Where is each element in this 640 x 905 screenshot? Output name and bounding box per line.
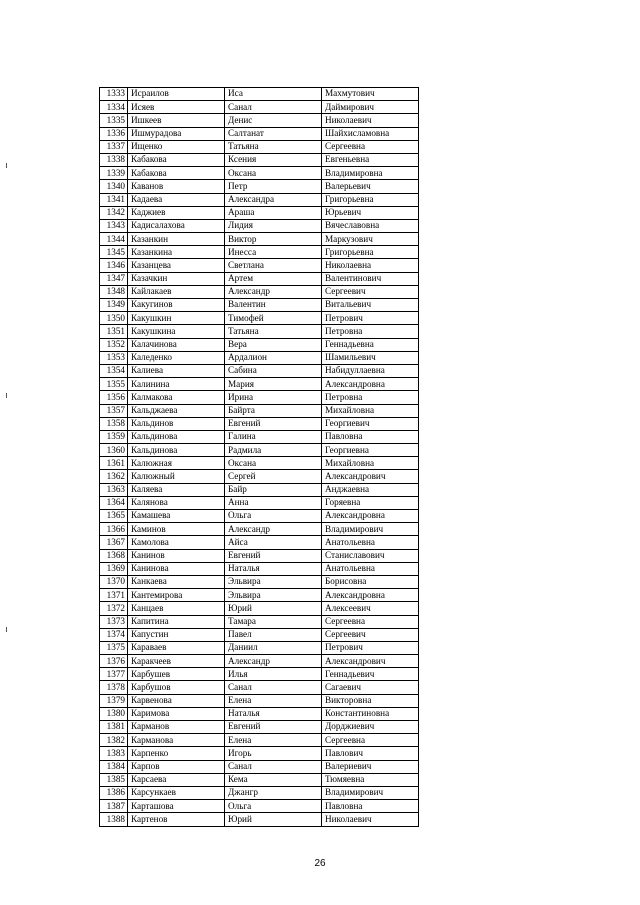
patronymic-cell: Петрович: [322, 641, 419, 654]
row-number-cell: 1361: [100, 457, 128, 470]
last-name-cell: Калюжная: [128, 457, 225, 470]
first-name-cell: Татьяна: [225, 325, 322, 338]
row-number-cell: 1363: [100, 483, 128, 496]
table-row: [100, 233, 419, 246]
patronymic-cell: Алексеевич: [322, 602, 419, 615]
first-name-cell: Лидия: [225, 219, 322, 232]
row-number-cell: 1336: [100, 127, 128, 140]
row-number-cell: 1365: [100, 510, 128, 523]
row-number-cell: 1376: [100, 655, 128, 668]
first-name-cell: Наталья: [225, 562, 322, 575]
row-number-cell: 1355: [100, 378, 128, 391]
table-row: [100, 510, 419, 523]
patronymic-cell: Борисовна: [322, 575, 419, 588]
row-number-cell: 1345: [100, 246, 128, 259]
row-number-cell: 1368: [100, 549, 128, 562]
row-number-cell: 1342: [100, 206, 128, 219]
row-number-cell: 1367: [100, 536, 128, 549]
patronymic-cell: Даймирович: [322, 101, 419, 114]
row-number-cell: 1380: [100, 707, 128, 720]
first-name-cell: Игорь: [225, 747, 322, 760]
first-name-cell: Сабина: [225, 364, 322, 377]
row-number-cell: 1387: [100, 800, 128, 813]
last-name-cell: Карманова: [128, 734, 225, 747]
table-row: [100, 694, 419, 707]
first-name-cell: Илья: [225, 668, 322, 681]
table-row: [100, 721, 419, 734]
row-number-cell: 1383: [100, 747, 128, 760]
first-name-cell: Ольга: [225, 800, 322, 813]
last-name-cell: Кальдинова: [128, 430, 225, 443]
row-number-cell: 1377: [100, 668, 128, 681]
patronymic-cell: Владимировна: [322, 167, 419, 180]
table-row: [100, 655, 419, 668]
row-number-cell: 1354: [100, 364, 128, 377]
first-name-cell: Валентин: [225, 299, 322, 312]
table-row: [100, 773, 419, 786]
first-name-cell: Байрта: [225, 404, 322, 417]
row-number-cell: 1385: [100, 773, 128, 786]
last-name-cell: Кальдинова: [128, 444, 225, 457]
row-number-cell: 1346: [100, 259, 128, 272]
patronymic-cell: Константиновна: [322, 707, 419, 720]
table-row: [100, 589, 419, 602]
table-row: [100, 88, 419, 101]
last-name-cell: Каримова: [128, 707, 225, 720]
last-name-cell: Канинова: [128, 562, 225, 575]
patronymic-cell: Шамильевич: [322, 351, 419, 364]
last-name-cell: Карбушев: [128, 668, 225, 681]
last-name-cell: Кальдинов: [128, 417, 225, 430]
last-name-cell: Карпенко: [128, 747, 225, 760]
patronymic-cell: Сергеевна: [322, 615, 419, 628]
last-name-cell: Калиева: [128, 364, 225, 377]
last-name-cell: Картенов: [128, 813, 225, 826]
patronymic-cell: Сергеевич: [322, 628, 419, 641]
margin-mark: [6, 393, 7, 398]
patronymic-cell: Павлович: [322, 747, 419, 760]
first-name-cell: Александра: [225, 193, 322, 206]
row-number-cell: 1379: [100, 694, 128, 707]
patronymic-cell: Анатольевна: [322, 562, 419, 575]
row-number-cell: 1384: [100, 760, 128, 773]
table-row: [100, 444, 419, 457]
table-row: [100, 272, 419, 285]
row-number-cell: 1359: [100, 430, 128, 443]
first-name-cell: Айса: [225, 536, 322, 549]
first-name-cell: Иса: [225, 88, 322, 101]
last-name-cell: Каджиев: [128, 206, 225, 219]
last-name-cell: Карбушов: [128, 681, 225, 694]
table-row: [100, 734, 419, 747]
last-name-cell: Кабакова: [128, 167, 225, 180]
first-name-cell: Ольга: [225, 510, 322, 523]
row-number-cell: 1335: [100, 114, 128, 127]
last-name-cell: Калачинова: [128, 338, 225, 351]
first-name-cell: Джангр: [225, 786, 322, 799]
margin-mark: [6, 163, 7, 168]
first-name-cell: Эльвира: [225, 589, 322, 602]
first-name-cell: Санал: [225, 681, 322, 694]
row-number-cell: 1382: [100, 734, 128, 747]
last-name-cell: Какугинов: [128, 299, 225, 312]
page-number: 26: [314, 858, 326, 869]
table-row: [100, 417, 419, 430]
last-name-cell: Карвенова: [128, 694, 225, 707]
last-name-cell: Каракчеев: [128, 655, 225, 668]
last-name-cell: Исяев: [128, 101, 225, 114]
table-row: [100, 641, 419, 654]
row-number-cell: 1369: [100, 562, 128, 575]
first-name-cell: Санал: [225, 760, 322, 773]
table-row: [100, 470, 419, 483]
first-name-cell: Артем: [225, 272, 322, 285]
row-number-cell: 1371: [100, 589, 128, 602]
table-row: [100, 246, 419, 259]
first-name-cell: Эльвира: [225, 575, 322, 588]
patronymic-cell: Павловна: [322, 800, 419, 813]
patronymic-cell: Евгеньевна: [322, 153, 419, 166]
last-name-cell: Карташова: [128, 800, 225, 813]
table-row: [100, 140, 419, 153]
row-number-cell: 1375: [100, 641, 128, 654]
table-row: [100, 549, 419, 562]
patronymic-cell: Петровна: [322, 391, 419, 404]
first-name-cell: Оксана: [225, 167, 322, 180]
first-name-cell: Галина: [225, 430, 322, 443]
first-name-cell: Араша: [225, 206, 322, 219]
last-name-cell: Кадаева: [128, 193, 225, 206]
first-name-cell: Виктор: [225, 233, 322, 246]
last-name-cell: Калмакова: [128, 391, 225, 404]
table-row: [100, 457, 419, 470]
patronymic-cell: Горяевна: [322, 496, 419, 509]
row-number-cell: 1344: [100, 233, 128, 246]
row-number-cell: 1341: [100, 193, 128, 206]
patronymic-cell: Вячеславовна: [322, 219, 419, 232]
first-name-cell: Оксана: [225, 457, 322, 470]
last-name-cell: Кадисалахова: [128, 219, 225, 232]
last-name-cell: Каванов: [128, 180, 225, 193]
patronymic-cell: Владимирович: [322, 523, 419, 536]
last-name-cell: Кантемирова: [128, 589, 225, 602]
patronymic-cell: Петрович: [322, 312, 419, 325]
last-name-cell: Калинина: [128, 378, 225, 391]
table-row: [100, 430, 419, 443]
table-row: [100, 760, 419, 773]
row-number-cell: 1349: [100, 299, 128, 312]
last-name-cell: Кальджаева: [128, 404, 225, 417]
patronymic-cell: Сергеевна: [322, 140, 419, 153]
first-name-cell: Мария: [225, 378, 322, 391]
last-name-cell: Калянова: [128, 496, 225, 509]
table-row: [100, 536, 419, 549]
last-name-cell: Карпов: [128, 760, 225, 773]
table-row: [100, 483, 419, 496]
row-number-cell: 1372: [100, 602, 128, 615]
last-name-cell: Калюжный: [128, 470, 225, 483]
table-row: [100, 496, 419, 509]
first-name-cell: Наталья: [225, 707, 322, 720]
table-row: [100, 153, 419, 166]
names-table-body: [100, 88, 419, 827]
first-name-cell: Татьяна: [225, 140, 322, 153]
first-name-cell: Кема: [225, 773, 322, 786]
first-name-cell: Юрий: [225, 602, 322, 615]
first-name-cell: Евгений: [225, 417, 322, 430]
patronymic-cell: Михайловна: [322, 404, 419, 417]
patronymic-cell: Дорджиевич: [322, 721, 419, 734]
first-name-cell: Санал: [225, 101, 322, 114]
last-name-cell: Караваев: [128, 641, 225, 654]
patronymic-cell: Анатольевна: [322, 536, 419, 549]
table-row: [100, 681, 419, 694]
last-name-cell: Ищенко: [128, 140, 225, 153]
patronymic-cell: Набидуллаевна: [322, 364, 419, 377]
patronymic-cell: Александровна: [322, 589, 419, 602]
last-name-cell: Карманов: [128, 721, 225, 734]
last-name-cell: Капитина: [128, 615, 225, 628]
table-row: [100, 628, 419, 641]
patronymic-cell: Геннадьевич: [322, 668, 419, 681]
row-number-cell: 1347: [100, 272, 128, 285]
row-number-cell: 1350: [100, 312, 128, 325]
patronymic-cell: Александрович: [322, 655, 419, 668]
table-row: [100, 391, 419, 404]
first-name-cell: Радмила: [225, 444, 322, 457]
row-number-cell: 1356: [100, 391, 128, 404]
row-number-cell: 1351: [100, 325, 128, 338]
table-row: [100, 378, 419, 391]
patronymic-cell: Валерьевич: [322, 180, 419, 193]
table-row: [100, 338, 419, 351]
first-name-cell: Салтанат: [225, 127, 322, 140]
first-name-cell: Александр: [225, 655, 322, 668]
first-name-cell: Юрий: [225, 813, 322, 826]
last-name-cell: Кайлакаев: [128, 285, 225, 298]
first-name-cell: Даниил: [225, 641, 322, 654]
table-row: [100, 364, 419, 377]
last-name-cell: Казачкин: [128, 272, 225, 285]
last-name-cell: Карсункаев: [128, 786, 225, 799]
first-name-cell: Денис: [225, 114, 322, 127]
row-number-cell: 1358: [100, 417, 128, 430]
first-name-cell: Инесса: [225, 246, 322, 259]
patronymic-cell: Николаевна: [322, 259, 419, 272]
patronymic-cell: Александрович: [322, 470, 419, 483]
patronymic-cell: Махмутович: [322, 88, 419, 101]
patronymic-cell: Георгиевич: [322, 417, 419, 430]
patronymic-cell: Станиславович: [322, 549, 419, 562]
first-name-cell: Александр: [225, 285, 322, 298]
last-name-cell: Исраилов: [128, 88, 225, 101]
row-number-cell: 1370: [100, 575, 128, 588]
table-row: [100, 285, 419, 298]
first-name-cell: Байр: [225, 483, 322, 496]
names-table: [99, 87, 419, 827]
last-name-cell: Капустин: [128, 628, 225, 641]
patronymic-cell: Николаевич: [322, 813, 419, 826]
patronymic-cell: Шайхисламовна: [322, 127, 419, 140]
first-name-cell: Евгений: [225, 721, 322, 734]
last-name-cell: Казанкина: [128, 246, 225, 259]
row-number-cell: 1340: [100, 180, 128, 193]
table-row: [100, 101, 419, 114]
row-number-cell: 1339: [100, 167, 128, 180]
table-row: [100, 786, 419, 799]
last-name-cell: Кабакова: [128, 153, 225, 166]
last-name-cell: Камолова: [128, 536, 225, 549]
last-name-cell: Канцаев: [128, 602, 225, 615]
row-number-cell: 1357: [100, 404, 128, 417]
table-row: [100, 312, 419, 325]
patronymic-cell: Григорьевна: [322, 193, 419, 206]
patronymic-cell: Валериевич: [322, 760, 419, 773]
table-row: [100, 114, 419, 127]
row-number-cell: 1378: [100, 681, 128, 694]
last-name-cell: Какушкин: [128, 312, 225, 325]
table-row: [100, 206, 419, 219]
row-number-cell: 1381: [100, 721, 128, 734]
patronymic-cell: Александровна: [322, 510, 419, 523]
row-number-cell: 1353: [100, 351, 128, 364]
table-row: [100, 404, 419, 417]
table-row: [100, 575, 419, 588]
row-number-cell: 1338: [100, 153, 128, 166]
last-name-cell: Казанкин: [128, 233, 225, 246]
row-number-cell: 1374: [100, 628, 128, 641]
last-name-cell: Карсаева: [128, 773, 225, 786]
row-number-cell: 1352: [100, 338, 128, 351]
row-number-cell: 1343: [100, 219, 128, 232]
patronymic-cell: Сергеевич: [322, 285, 419, 298]
table-row: [100, 707, 419, 720]
first-name-cell: Анна: [225, 496, 322, 509]
first-name-cell: Тимофей: [225, 312, 322, 325]
last-name-cell: Какушкина: [128, 325, 225, 338]
last-name-cell: Ишкеев: [128, 114, 225, 127]
first-name-cell: Елена: [225, 694, 322, 707]
last-name-cell: Каминов: [128, 523, 225, 536]
patronymic-cell: Николаевич: [322, 114, 419, 127]
first-name-cell: Петр: [225, 180, 322, 193]
table-row: [100, 813, 419, 826]
last-name-cell: Каляева: [128, 483, 225, 496]
first-name-cell: Павел: [225, 628, 322, 641]
row-number-cell: 1364: [100, 496, 128, 509]
row-number-cell: 1386: [100, 786, 128, 799]
table-row: [100, 193, 419, 206]
table-row: [100, 299, 419, 312]
last-name-cell: Камашева: [128, 510, 225, 523]
row-number-cell: 1388: [100, 813, 128, 826]
first-name-cell: Сергей: [225, 470, 322, 483]
row-number-cell: 1373: [100, 615, 128, 628]
table-row: [100, 562, 419, 575]
last-name-cell: Канинов: [128, 549, 225, 562]
patronymic-cell: Георгиевна: [322, 444, 419, 457]
last-name-cell: Ишмурадова: [128, 127, 225, 140]
table-row: [100, 800, 419, 813]
patronymic-cell: Сергеевна: [322, 734, 419, 747]
patronymic-cell: Валентинович: [322, 272, 419, 285]
table-row: [100, 747, 419, 760]
table-row: [100, 127, 419, 140]
last-name-cell: Канкаева: [128, 575, 225, 588]
patronymic-cell: Геннадьевна: [322, 338, 419, 351]
table-row: [100, 180, 419, 193]
row-number-cell: 1337: [100, 140, 128, 153]
patronymic-cell: Павловна: [322, 430, 419, 443]
patronymic-cell: Владимирович: [322, 786, 419, 799]
patronymic-cell: Викторовна: [322, 694, 419, 707]
row-number-cell: 1334: [100, 101, 128, 114]
margin-mark: [6, 627, 7, 632]
patronymic-cell: Петровна: [322, 325, 419, 338]
first-name-cell: Ксения: [225, 153, 322, 166]
patronymic-cell: Григорьевна: [322, 246, 419, 259]
last-name-cell: Каледенко: [128, 351, 225, 364]
patronymic-cell: Сагаевич: [322, 681, 419, 694]
table-row: [100, 259, 419, 272]
table-row: [100, 325, 419, 338]
first-name-cell: Александр: [225, 523, 322, 536]
row-number-cell: 1366: [100, 523, 128, 536]
patronymic-cell: Александровна: [322, 378, 419, 391]
row-number-cell: 1360: [100, 444, 128, 457]
first-name-cell: Светлана: [225, 259, 322, 272]
table-row: [100, 602, 419, 615]
table-row: [100, 167, 419, 180]
table-row: [100, 219, 419, 232]
patronymic-cell: Анджаевна: [322, 483, 419, 496]
first-name-cell: Тамара: [225, 615, 322, 628]
first-name-cell: Ирина: [225, 391, 322, 404]
row-number-cell: 1348: [100, 285, 128, 298]
first-name-cell: Вера: [225, 338, 322, 351]
patronymic-cell: Маркузович: [322, 233, 419, 246]
patronymic-cell: Тюмяевна: [322, 773, 419, 786]
first-name-cell: Евгений: [225, 549, 322, 562]
row-number-cell: 1362: [100, 470, 128, 483]
patronymic-cell: Витальевич: [322, 299, 419, 312]
patronymic-cell: Михайловна: [322, 457, 419, 470]
table-row: [100, 523, 419, 536]
last-name-cell: Казанцева: [128, 259, 225, 272]
first-name-cell: Ардалион: [225, 351, 322, 364]
table-row: [100, 351, 419, 364]
table-row: [100, 668, 419, 681]
patronymic-cell: Юрьевич: [322, 206, 419, 219]
first-name-cell: Елена: [225, 734, 322, 747]
row-number-cell: 1333: [100, 88, 128, 101]
table-row: [100, 615, 419, 628]
